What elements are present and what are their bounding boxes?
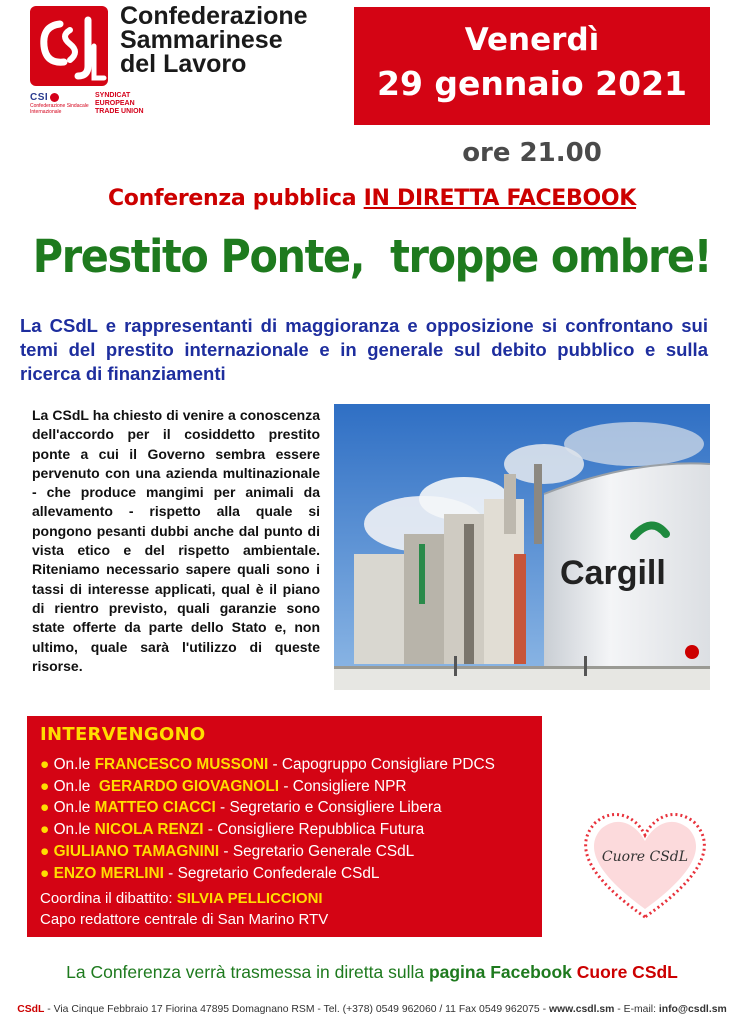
etuc-line2: EUROPEAN [95, 100, 135, 107]
heart-label: Cuore CSdL [601, 849, 689, 865]
footer-text1: La Conferenza verrà trasmessa in diretta sulla [66, 962, 429, 982]
speaker-name: GERARDO GIOVAGNOLI [98, 777, 280, 795]
intro-paragraph: La CSdL e rappresentanti di maggioranza e opposizione si confrontano sui temi del prestito internazionale e in generale sul debito pubblico e sulla ricerca di finanziamenti [20, 315, 708, 384]
footer-message [0, 962, 744, 983]
event-day: Venerdì [464, 22, 600, 58]
footer-text3: Cuore CSdL [571, 962, 678, 982]
moderator-line [40, 889, 323, 909]
date-box [354, 7, 710, 125]
bullet-icon: ● [40, 799, 50, 817]
speaker-name: NICOLA RENZI [94, 821, 204, 839]
moderator-role: Capo redattore centrale di San Marino RTV [40, 911, 329, 928]
speaker-prefix: On.le [53, 777, 99, 795]
tank-brand-text: Cargill [560, 554, 666, 592]
organization-name [120, 4, 360, 76]
bullet-icon: ● [40, 842, 50, 860]
body-paragraph: La CSdL ha chiesto di venire a conoscenza dell'accordo per il cosiddetto prestito ponte a cui il Governo sembra essere pervenuto con una azienda multinazionale - che produce mangimi per animali da allevamento - rispetto alla quale si pongono pesanti dubbi anche dal punto di vista etico e del rispetto ambientale. Riteniamo necessario sapere quali sono i tassi di interesse applicati, qual è il piano di rientro previsto, quali garanzie sono state offerte da parte dello Stato e, non ultimo, quale sarà l'utilizzo di queste risorse. [32, 407, 320, 674]
email-link[interactable]: info@csdl.sm [658, 1004, 727, 1015]
speaker-name: MATTEO CIACCI [94, 799, 216, 817]
speaker-name: FRANCESCO MUSSONI [94, 756, 269, 773]
speaker-prefix: On.le [53, 756, 95, 773]
speaker-item [40, 754, 540, 776]
footer-text2: pagina Facebook [428, 962, 572, 982]
contact-address: - Via Cinque Febbraio 17 Fiorina 47895 Domagnano RSM - Tel. (+378) 0549 962060 / 11 Fax 0549 962075 - [44, 1004, 549, 1015]
contact-org: CSdL [17, 1004, 45, 1015]
event-time: ore 21.00 [462, 138, 602, 168]
speaker-role: - Segretario Generale CSdL [219, 842, 415, 860]
csi-dot-icon [50, 93, 59, 102]
speaker-item [40, 819, 540, 841]
speaker-prefix: On.le [53, 799, 95, 817]
email-label: - E-mail: [614, 1004, 659, 1015]
contact-line [0, 1004, 744, 1015]
speaker-role: - Capogruppo Consigliare PDCS [268, 756, 495, 773]
bullet-icon: ● [40, 777, 50, 795]
speaker-item [40, 841, 540, 863]
org-name-line1: Confederazione [120, 2, 308, 30]
bullet-icon: ● [40, 821, 50, 839]
csi-badge [30, 92, 90, 120]
event-subtitle [0, 186, 744, 211]
org-name-line2: Sammarinese [120, 26, 283, 54]
speaker-role: - Segretario Confederale CSdL [163, 864, 380, 882]
speaker-item [40, 863, 540, 885]
event-date: 29 gennaio 2021 [377, 64, 687, 103]
etuc-line3: TRADE UNION [95, 108, 144, 115]
bullet-icon: ● [40, 864, 50, 882]
csi-badge-title: CSI [30, 92, 49, 103]
subtitle-highlight: IN DIRETTA FACEBOOK [363, 186, 637, 211]
speaker-name: ENZO MERLINI [53, 864, 164, 882]
speaker-role: - Segretario e Consigliere Libera [215, 799, 442, 817]
website-link[interactable]: www.csdl.sm [548, 1004, 615, 1015]
speakers-box [27, 716, 542, 937]
csi-badge-subtitle: Confederazione Sindacale Internazionale [30, 103, 89, 115]
subtitle-prefix: Conferenza pubblica [107, 186, 357, 211]
org-name-line3: del Lavoro [120, 50, 247, 78]
speaker-prefix: On.le [53, 821, 95, 839]
speaker-item [40, 797, 540, 819]
headline: Prestito Ponte, troppe ombre! [32, 230, 712, 283]
csdl-logo [30, 6, 108, 86]
speaker-role: - Consigliere Repubblica Futura [203, 821, 425, 839]
moderator-label: Coordina il dibattito: [40, 890, 177, 907]
factory-photo [334, 404, 710, 690]
speaker-list [40, 754, 540, 884]
speaker-role: - Consigliere NPR [279, 777, 407, 795]
etuc-line1: SYNDICAT [95, 92, 131, 99]
speaker-item [40, 776, 540, 798]
etuc-badge [95, 92, 165, 120]
speakers-title: INTERVENGONO [40, 724, 206, 745]
bullet-icon: ● [40, 756, 50, 773]
heart-logo [575, 805, 715, 925]
moderator-name: SILVIA PELLICCIONI [176, 890, 323, 907]
speaker-name: GIULIANO TAMAGNINI [53, 842, 220, 860]
